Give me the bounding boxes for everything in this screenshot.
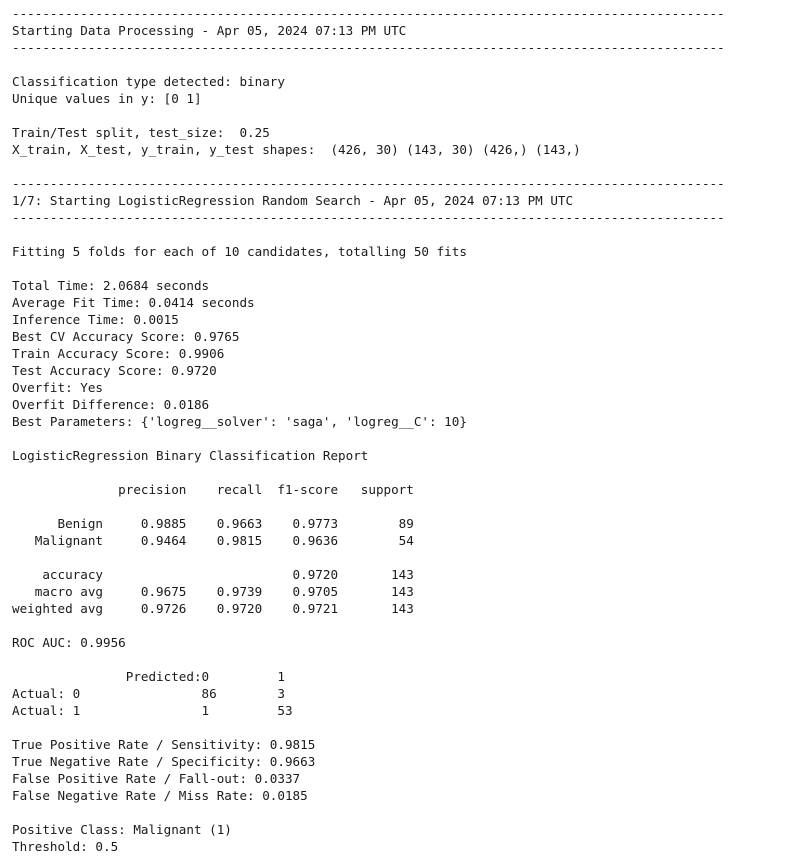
output-line: Best Parameters: {'logreg__solver': 'saga', 'logreg__C': 10} bbox=[12, 414, 467, 429]
output-line: Starting Data Processing - Apr 05, 2024 07:13 PM UTC bbox=[12, 23, 407, 38]
output-line: macro avg 0.9675 0.9739 0.9705 143 bbox=[12, 584, 414, 599]
output-line: Best CV Accuracy Score: 0.9765 bbox=[12, 329, 240, 344]
separator-line: ---------------------------------------------------------------------------------------------- bbox=[12, 6, 725, 21]
output-line: Malignant 0.9464 0.9815 0.9636 54 bbox=[12, 533, 414, 548]
output-line: Average Fit Time: 0.0414 seconds bbox=[12, 295, 255, 310]
output-line: True Negative Rate / Specificity: 0.9663 bbox=[12, 754, 316, 769]
blank-line bbox=[12, 226, 725, 243]
output-line: Actual: 0 86 3 bbox=[12, 686, 285, 701]
output-line: LogisticRegression Binary Classification Report bbox=[12, 448, 369, 463]
output-line: Overfit Difference: 0.0186 bbox=[12, 397, 210, 412]
output-line: Overfit: Yes bbox=[12, 380, 103, 395]
output-line: Total Time: 2.0684 seconds bbox=[12, 278, 210, 293]
output-line: Unique values in y: [0 1] bbox=[12, 91, 202, 106]
output-line: X_train, X_test, y_train, y_test shapes: (426, 30) (143, 30) (426,) (143,) bbox=[12, 142, 581, 157]
output-line: Actual: 1 1 53 bbox=[12, 703, 293, 718]
separator-line: ---------------------------------------------------------------------------------------------- bbox=[12, 210, 725, 225]
output-line: accuracy 0.9720 143 bbox=[12, 567, 414, 582]
output-line: 1/7: Starting LogisticRegression Random Search - Apr 05, 2024 07:13 PM UTC bbox=[12, 193, 574, 208]
blank-line bbox=[12, 498, 725, 515]
output-line: Threshold: 0.5 bbox=[12, 839, 119, 854]
output-line: Positive Class: Malignant (1) bbox=[12, 822, 232, 837]
blank-line bbox=[12, 107, 725, 124]
output-line: Train/Test split, test_size: 0.25 bbox=[12, 125, 270, 140]
output-line: ROC AUC: 0.9956 bbox=[12, 635, 126, 650]
blank-line bbox=[12, 719, 725, 736]
output-line: Classification type detected: binary bbox=[12, 74, 285, 89]
blank-line bbox=[12, 804, 725, 821]
output-line: Train Accuracy Score: 0.9906 bbox=[12, 346, 225, 361]
output-line: Predicted:0 1 bbox=[12, 669, 285, 684]
output-line: Test Accuracy Score: 0.9720 bbox=[12, 363, 217, 378]
output-line: True Positive Rate / Sensitivity: 0.9815 bbox=[12, 737, 316, 752]
blank-line bbox=[12, 651, 725, 668]
blank-line bbox=[12, 56, 725, 73]
separator-line: ---------------------------------------------------------------------------------------------- bbox=[12, 40, 725, 55]
blank-line bbox=[12, 617, 725, 634]
blank-line bbox=[12, 158, 725, 175]
blank-line bbox=[12, 430, 725, 447]
output-line: False Negative Rate / Miss Rate: 0.0185 bbox=[12, 788, 308, 803]
separator-line: ---------------------------------------------------------------------------------------------- bbox=[12, 176, 725, 191]
output-line: precision recall f1-score support bbox=[12, 482, 414, 497]
blank-line bbox=[12, 549, 725, 566]
blank-line bbox=[12, 464, 725, 481]
console-output bbox=[12, 5, 725, 855]
output-line: Benign 0.9885 0.9663 0.9773 89 bbox=[12, 516, 414, 531]
blank-line bbox=[12, 260, 725, 277]
output-line: weighted avg 0.9726 0.9720 0.9721 143 bbox=[12, 601, 414, 616]
output-line: False Positive Rate / Fall-out: 0.0337 bbox=[12, 771, 301, 786]
output-line: Fitting 5 folds for each of 10 candidates, totalling 50 fits bbox=[12, 244, 467, 259]
output-line: Inference Time: 0.0015 bbox=[12, 312, 179, 327]
